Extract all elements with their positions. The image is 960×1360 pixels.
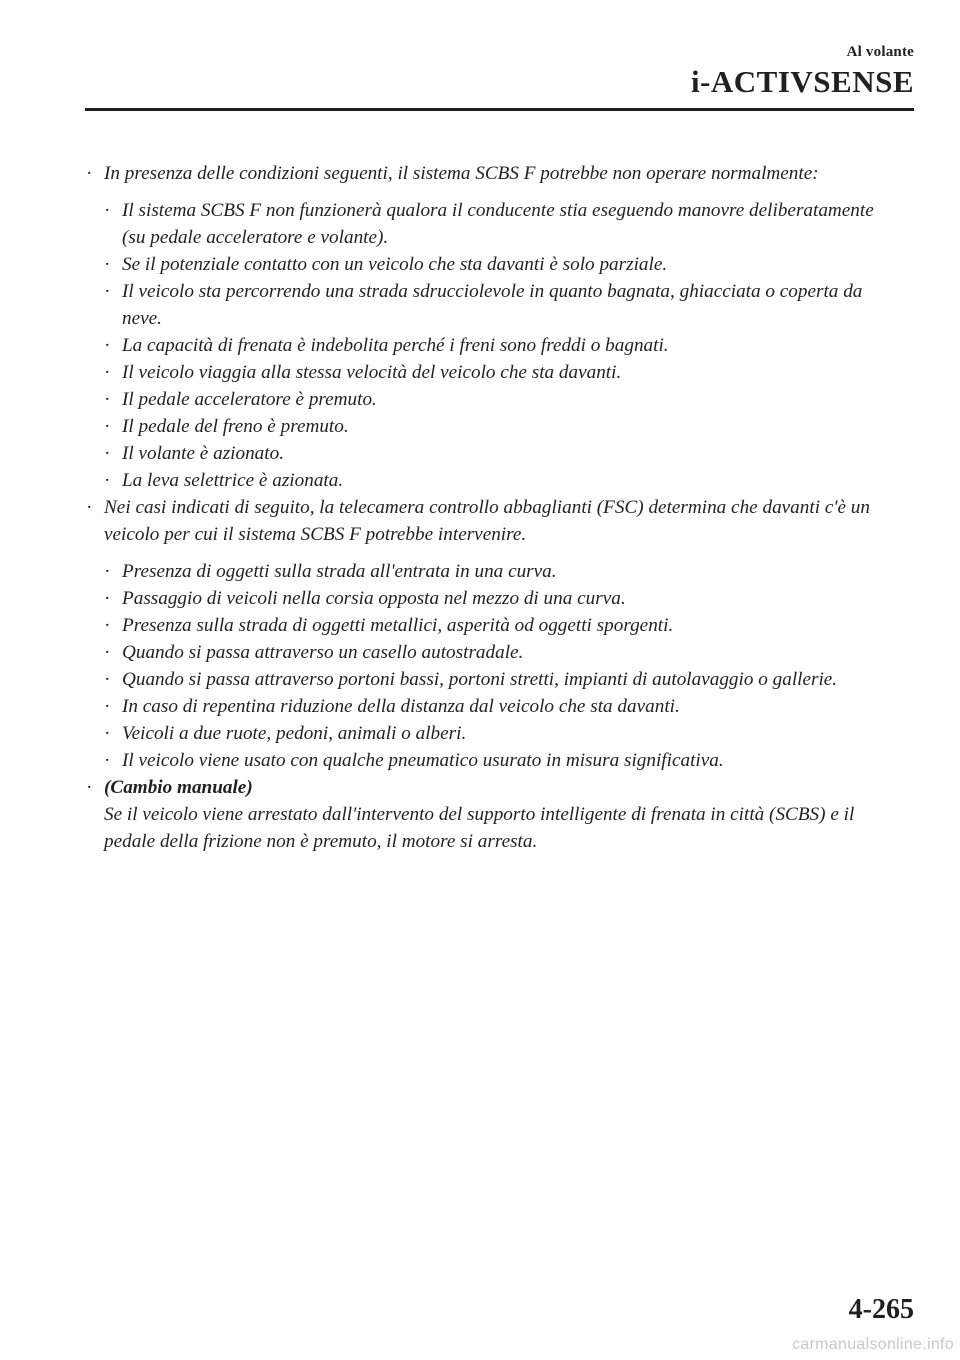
list-item [104,693,896,720]
list-item [104,332,896,359]
bullet-icon: · [104,750,111,771]
section-label: Al volante [846,44,914,60]
list-item-text: Il pedale del freno è premuto. [122,416,349,437]
list-item [104,612,896,639]
list-item [104,413,896,440]
bullet-icon: · [104,416,111,437]
bullet-icon: · [104,615,111,636]
header-divider [85,108,914,111]
list-item [104,558,896,585]
list-item-text: Presenza di oggetti sulla strada all'entrata in una curva. [122,561,557,582]
list-item-text: In caso di repentina riduzione della distanza dal veicolo che sta davanti. [122,696,680,717]
list-item [104,666,896,693]
list-item [104,197,896,251]
list-item [104,251,896,278]
list-item [104,639,896,666]
page-title: i-ACTIVSENSE [690,64,914,99]
bullet-icon: · [86,163,93,184]
list-item-text: Quando si passa attraverso un casello autostradale. [122,642,524,663]
list-item-manual-transmission [86,774,896,855]
page-number: 4-265 [848,1294,914,1325]
bullet-icon: · [104,389,111,410]
bullet-icon: · [86,777,93,798]
list-item [104,747,896,774]
list-item [104,386,896,413]
bullet-icon: · [104,588,111,609]
bullet-icon: · [104,443,111,464]
bullet-icon: · [104,200,111,221]
list-intro-text: In presenza delle condizioni seguenti, il sistema SCBS F potrebbe non operare normalmente: [104,163,819,184]
list-item [104,720,896,747]
bullet-icon: · [104,470,111,491]
bullet-icon: · [86,497,93,518]
list-intro-text: Nei casi indicati di seguito, la telecamera controllo abbaglianti (FSC) determina che davanti c'è un veicolo per cui il sistema SCBS F potrebbe intervenire. [104,497,870,545]
list-item-text: Se il potenziale contatto con un veicolo che sta davanti è solo parziale. [122,254,668,275]
bullet-icon: · [104,723,111,744]
list-item [104,585,896,612]
bullet-icon: · [104,669,111,690]
list-item-text: La capacità di frenata è indebolita perché i freni sono freddi o bagnati. [122,335,669,356]
bullet-icon: · [104,254,111,275]
list-item-text: Il sistema SCBS F non funzionerà qualora il conducente stia eseguendo manovre deliberatamente (su pedale acceleratore e volante). [122,200,874,248]
bullet-icon: · [104,561,111,582]
list-item-text: Passaggio di veicoli nella corsia opposta nel mezzo di una curva. [122,588,626,609]
list-item-text: La leva selettrice è azionata. [122,470,344,491]
list-item-text: Il volante è azionato. [122,443,284,464]
list-item-text: Il pedale acceleratore è premuto. [122,389,377,410]
main-content [86,160,896,855]
list-item-text: Il veicolo viaggia alla stessa velocità del veicolo che sta davanti. [122,362,622,383]
list-item-text: Il veicolo viene usato con qualche pneumatico usurato in misura significativa. [122,750,724,771]
bullet-icon: · [104,335,111,356]
list-item-text: Veicoli a due ruote, pedoni, animali o alberi. [122,723,467,744]
list-item-text: Il veicolo sta percorrendo una strada sdrucciolevole in quanto bagnata, ghiacciata o coperta da neve. [122,281,863,329]
watermark: carmanualsonline.info [792,1336,954,1353]
list-item [104,359,896,386]
list-item [104,467,896,494]
list-item-fsc-intro [86,494,896,548]
bullet-icon: · [104,642,111,663]
bullet-icon: · [104,362,111,383]
bullet-icon: · [104,281,111,302]
list-item [104,278,896,332]
list-item-text: Presenza sulla strada di oggetti metallici, asperità od oggetti sporgenti. [122,615,674,636]
manual-text: Se il veicolo viene arrestato dall'intervento del supporto intelligente di frenata in città (SCBS) e il pedale della frizione non è premuto, il motore si arresta. [104,804,855,852]
list-item-conditions-intro [86,160,896,187]
list-item [104,440,896,467]
bullet-icon: · [104,696,111,717]
list-item-text: Quando si passa attraverso portoni bassi, portoni stretti, impianti di autolavaggio o gallerie. [122,669,838,690]
manual-heading: (Cambio manuale) [104,777,253,798]
